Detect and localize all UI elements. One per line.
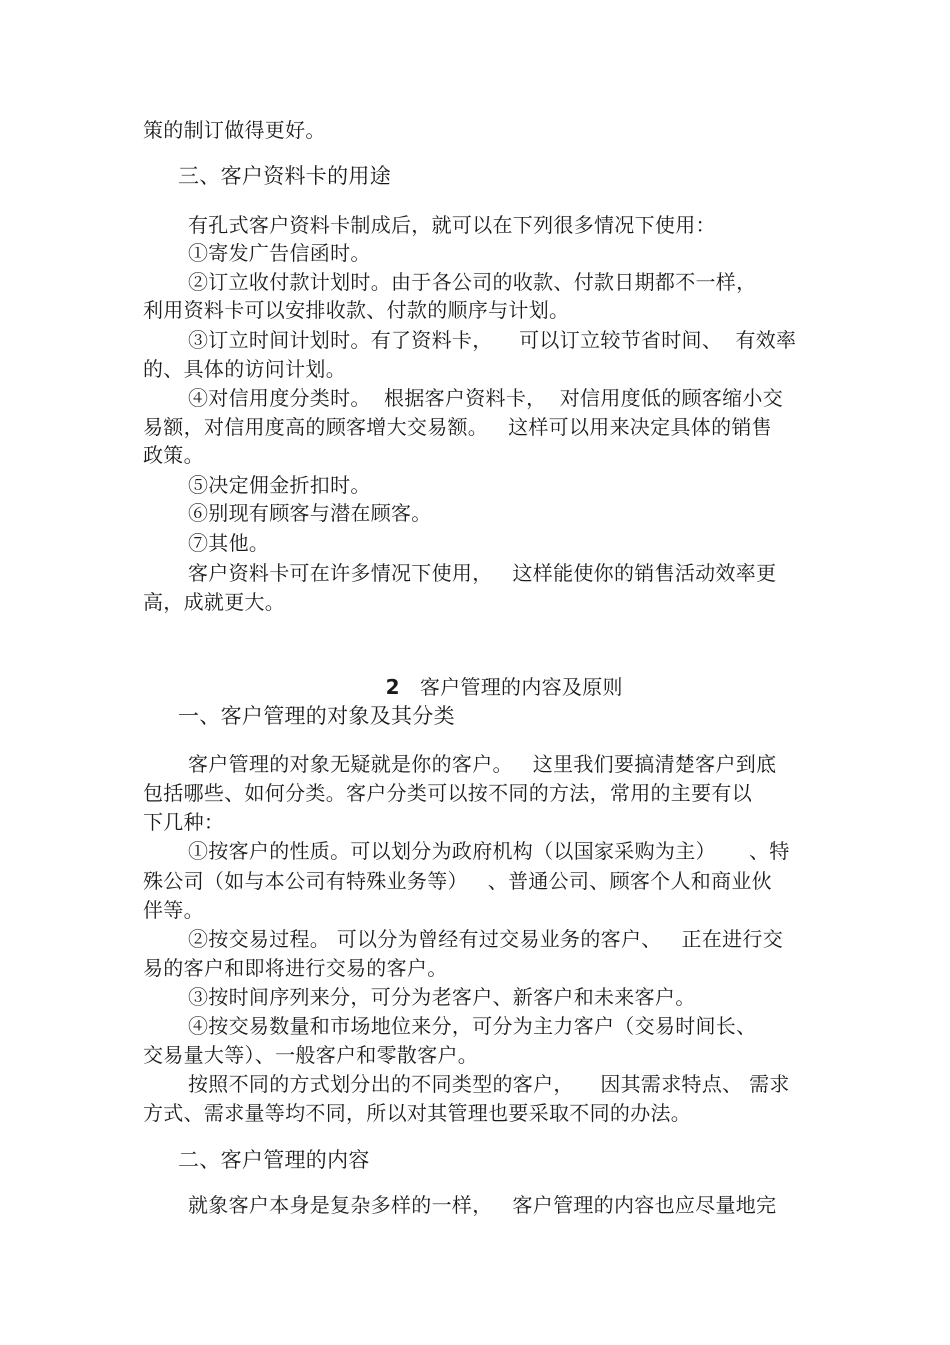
list-item: ⑤决定佣金折扣时。 xyxy=(188,473,371,497)
list-item: ④对信用度分类时。 根据客户资料卡， 对信用度低的顾客缩小交 xyxy=(188,386,784,410)
chapter-title: 客户管理的内容及原则 xyxy=(419,675,623,699)
text-line: 策的制订做得更好。 xyxy=(143,118,326,142)
text-line: 高，成就更大。 xyxy=(143,590,286,614)
text-line: 方式、需求量等均不同，所以对其管理也要采取不同的办法。 xyxy=(143,1101,692,1125)
list-item: ③订立时间计划时。有了资料卡， 可以订立较节省时间、 有效率 xyxy=(188,328,797,352)
section-heading: 三、客户资料卡的用途 xyxy=(178,164,391,188)
text-line: 包括哪些、如何分类。客户分类可以按不同的方法，常用的主要有以 xyxy=(143,781,752,805)
list-item: ①按客户的性质。可以划分为政府机构（以国家采购为主） 、特 xyxy=(188,839,790,863)
text-line: 政策。 xyxy=(143,443,204,467)
text-line: 就象客户本身是复杂多样的一样， 客户管理的内容也应尽量地完 xyxy=(188,1193,777,1217)
list-item: ②订立收付款计划时。由于各公司的收款、付款日期都不一样， xyxy=(188,270,757,294)
text-line: 按照不同的方式划分出的不同类型的客户， 因其需求特点、 需求 xyxy=(188,1072,790,1096)
list-item: ③按时间序列来分，可分为老客户、新客户和未来客户。 xyxy=(188,985,696,1009)
text-line: 伴等。 xyxy=(143,898,204,922)
text-line: 易额，对信用度高的顾客增大交易额。 这样可以用来决定具体的销售 xyxy=(143,415,772,439)
text-line: 下几种： xyxy=(143,810,225,834)
list-item: ④按交易数量和市场地位来分，可分为主力客户（交易时间长、 xyxy=(188,1014,757,1038)
text-line: 利用资料卡可以安排收款、付款的顺序与计划。 xyxy=(143,298,570,322)
text-line: 殊公司（如与本公司有特殊业务等） 、普通公司、顾客个人和商业伙 xyxy=(143,869,772,893)
list-item: ②按交易过程。 可以分为曾经有过交易业务的客户、 正在进行交 xyxy=(188,927,784,951)
text-line: 的、具体的访问计划。 xyxy=(143,357,346,381)
section-heading: 二、客户管理的内容 xyxy=(178,1148,370,1172)
text-line: 客户管理的对象无疑就是你的客户。 这里我们要搞清楚客户到底 xyxy=(188,752,777,776)
list-item: ①寄发广告信函时。 xyxy=(188,241,371,265)
text-line: 易的客户和即将进行交易的客户。 xyxy=(143,956,448,980)
section-heading: 一、客户管理的对象及其分类 xyxy=(178,704,455,728)
list-item: ⑥别现有顾客与潜在顾客。 xyxy=(188,501,432,525)
text-line: 有孔式客户资料卡制成后，就可以在下列很多情况下使用： xyxy=(188,213,716,237)
text-line: 交易量大等）、一般客户和零散客户。 xyxy=(143,1043,479,1067)
list-item: ⑦其他。 xyxy=(188,531,270,555)
chapter-number: 2 xyxy=(385,675,400,699)
text-line: 客户资料卡可在许多情况下使用， 这样能使你的销售活动效率更 xyxy=(188,561,777,585)
